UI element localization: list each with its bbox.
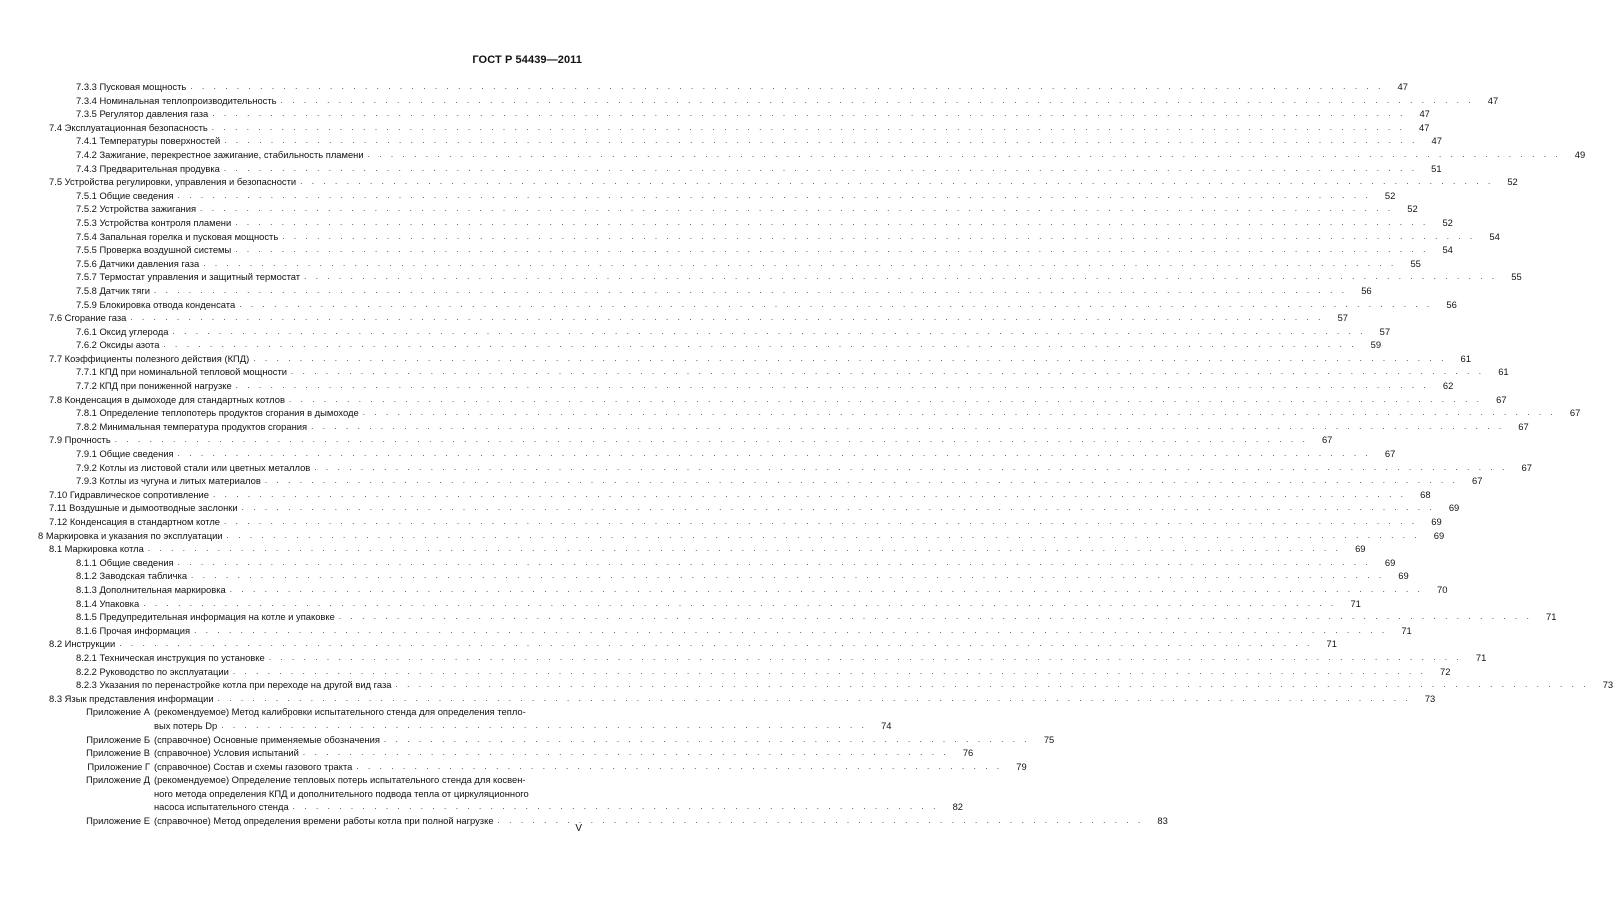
toc-entry-page: 67 bbox=[1569, 407, 1581, 419]
dot-leader bbox=[212, 121, 1406, 135]
appendix-label: Приложение Е bbox=[86, 815, 150, 827]
toc-entry[interactable] bbox=[38, 311, 1348, 325]
toc-entry[interactable] bbox=[38, 474, 1483, 488]
toc-entry[interactable] bbox=[38, 692, 1436, 706]
appendix-title bbox=[154, 760, 1027, 774]
dot-leader bbox=[143, 597, 1337, 611]
toc-entry[interactable] bbox=[38, 610, 1557, 624]
toc-entry-page: 52 bbox=[1507, 176, 1518, 188]
toc-entry[interactable] bbox=[38, 121, 1430, 135]
toc-entry[interactable] bbox=[38, 325, 1391, 339]
toc-entry-label: 8.1.2 Заводская табличка bbox=[76, 569, 191, 583]
toc-appendix[interactable] bbox=[38, 705, 892, 732]
dot-leader bbox=[368, 148, 1562, 162]
appendix-title bbox=[154, 705, 892, 732]
dot-leader bbox=[253, 352, 1447, 366]
dot-leader bbox=[213, 488, 1407, 502]
toc-entry[interactable] bbox=[38, 447, 1396, 461]
toc-entry-label: 8.1.5 Предупредительная информация на котле и упаковке bbox=[76, 610, 339, 624]
appendix-title-text: вых потерь Dp bbox=[154, 719, 218, 731]
appendix-title-text: (справочное) Состав и схемы газового тракта bbox=[154, 760, 353, 772]
dot-leader bbox=[154, 284, 1348, 298]
dot-leader bbox=[269, 651, 1463, 665]
toc-entry-page: 55 bbox=[1410, 257, 1421, 269]
toc-entry-page: 47 bbox=[1431, 135, 1442, 147]
dot-leader bbox=[200, 202, 1394, 216]
dot-leader bbox=[363, 406, 1557, 420]
toc-entry[interactable] bbox=[38, 257, 1421, 271]
toc-entry-page: 69 bbox=[1448, 502, 1460, 514]
toc-entry[interactable] bbox=[38, 284, 1372, 298]
toc-entry-page: 67 bbox=[1384, 448, 1396, 460]
dot-leader bbox=[217, 719, 867, 733]
dot-leader bbox=[314, 461, 1508, 475]
appendix-title-text: (справочное) Основные применяемые обозначения bbox=[154, 733, 380, 745]
appendix-title-text: насоса испытательного стенда bbox=[154, 801, 289, 813]
toc-entry[interactable] bbox=[38, 637, 1337, 651]
dot-leader bbox=[224, 162, 1418, 176]
dot-leader bbox=[203, 257, 1397, 271]
toc-entry[interactable] bbox=[38, 678, 1613, 692]
page-number: V bbox=[575, 823, 582, 834]
toc-entry[interactable] bbox=[38, 529, 1445, 543]
toc-entry-page: 52 bbox=[1384, 189, 1396, 201]
toc-entry[interactable] bbox=[38, 515, 1442, 529]
toc-entry-page: 51 bbox=[1431, 162, 1442, 174]
toc-entry-page: 56 bbox=[1361, 284, 1372, 296]
toc-entry[interactable] bbox=[38, 624, 1412, 638]
toc-entry-page: 68 bbox=[1420, 488, 1431, 500]
toc-entry-page: 54 bbox=[1489, 230, 1500, 242]
toc-entry-label: 8.1.4 Упаковка bbox=[76, 597, 143, 611]
document-header: ГОСТ Р 54439—2011 bbox=[472, 54, 582, 66]
dot-leader bbox=[494, 814, 1144, 828]
toc-entry-label: 8.1.6 Прочая информация bbox=[76, 624, 194, 638]
appendix-title-line bbox=[154, 800, 963, 814]
toc-entries bbox=[38, 80, 1613, 705]
toc-entry-page: 73 bbox=[1424, 692, 1436, 704]
toc-appendix[interactable] bbox=[38, 773, 963, 814]
toc-entry-page: 62 bbox=[1442, 380, 1454, 392]
appendix-page: 83 bbox=[1157, 815, 1168, 827]
dot-leader bbox=[178, 189, 1372, 203]
dot-leader bbox=[194, 624, 1388, 638]
toc-appendices bbox=[38, 705, 1168, 827]
dot-leader bbox=[304, 270, 1498, 284]
dot-leader bbox=[236, 379, 1430, 393]
dot-leader bbox=[130, 311, 1324, 325]
appendix-page: 75 bbox=[1043, 733, 1055, 745]
dot-leader bbox=[300, 175, 1494, 189]
toc-entry[interactable] bbox=[38, 270, 1522, 284]
toc-entry-page: 67 bbox=[1521, 461, 1532, 473]
toc-entry-page: 55 bbox=[1511, 271, 1522, 283]
dot-leader bbox=[148, 542, 1342, 556]
dot-leader bbox=[190, 80, 1384, 94]
toc-entry-label: 7.11 Воздушные и дымоотводные заслонки bbox=[49, 501, 242, 515]
toc-entry[interactable] bbox=[38, 134, 1442, 148]
appendix-page: 82 bbox=[952, 801, 963, 813]
toc-entry-label: 7.6.2 Оксиды азота bbox=[76, 338, 163, 352]
appendix-title-line bbox=[154, 787, 963, 801]
appendix-title-text: (справочное) Метод определения времени работы котла при полной нагрузке bbox=[154, 815, 494, 827]
toc-entry-label: 7.9.1 Общие сведения bbox=[76, 447, 178, 461]
toc-entry-page: 61 bbox=[1498, 366, 1509, 378]
toc-entry[interactable] bbox=[38, 365, 1509, 379]
toc-entry-page: 47 bbox=[1487, 94, 1499, 106]
appendix-label: Приложение В bbox=[86, 747, 150, 759]
toc-entry-page: 69 bbox=[1431, 516, 1442, 527]
appendix-title-line bbox=[154, 746, 973, 760]
toc-entry-page: 72 bbox=[1440, 665, 1451, 677]
toc-entry-page: 67 bbox=[1518, 420, 1529, 432]
toc-entry-label: 7.5.7 Термостат управления и защитный термостат bbox=[76, 270, 304, 284]
toc-entry[interactable] bbox=[38, 162, 1442, 176]
toc-entry[interactable] bbox=[38, 501, 1460, 515]
toc-entry-page: 69 bbox=[1355, 543, 1366, 555]
appendix-page: 74 bbox=[881, 719, 892, 731]
dot-leader bbox=[224, 134, 1418, 148]
toc-entry[interactable] bbox=[38, 461, 1532, 475]
toc-entry-label: 7.5 Устройства регулировки, управления и безопасности bbox=[49, 175, 300, 189]
toc-entry[interactable] bbox=[38, 556, 1396, 570]
toc-entry-label: 7.4.1 Температуры поверхностей bbox=[76, 134, 224, 148]
toc-entry-label: 7.5.1 Общие сведения bbox=[76, 189, 178, 203]
toc-entry-page: 49 bbox=[1574, 148, 1586, 160]
dot-leader bbox=[291, 365, 1485, 379]
toc-entry-label: 7.7.2 КПД при пониженной нагрузке bbox=[76, 379, 236, 393]
dot-leader bbox=[191, 569, 1385, 583]
toc-entry[interactable] bbox=[38, 107, 1430, 121]
appendix-title-line bbox=[154, 733, 1054, 747]
appendix-title-text: ного метода определения КПД и дополнительного подвода тепла от циркуляционного bbox=[154, 787, 529, 799]
toc-entry-page: 69 bbox=[1398, 570, 1409, 582]
toc-entry[interactable] bbox=[38, 243, 1453, 257]
toc-entry-label: 7.9 Прочность bbox=[49, 433, 115, 447]
toc-entry-page: 57 bbox=[1337, 312, 1348, 324]
toc-entry-label: 8.2 Инструкции bbox=[49, 637, 119, 651]
dot-leader bbox=[380, 733, 1030, 747]
appendix-title-line bbox=[154, 773, 963, 787]
dot-leader bbox=[119, 637, 1313, 651]
toc-entry-label: 7.10 Гидравлическое сопротивление bbox=[49, 488, 213, 502]
toc-entry-page: 67 bbox=[1496, 393, 1507, 405]
dot-leader bbox=[212, 107, 1406, 121]
toc-entry-page: 47 bbox=[1419, 121, 1430, 133]
toc-entry[interactable] bbox=[38, 148, 1586, 162]
toc-entry-label: 7.3.5 Регулятор давления газа bbox=[76, 107, 212, 121]
toc-entry[interactable] bbox=[38, 393, 1507, 407]
toc-entry-label: 8.2.1 Техническая инструкция по установке bbox=[76, 651, 269, 665]
toc-entry-page: 52 bbox=[1407, 203, 1418, 215]
toc-entry[interactable] bbox=[38, 189, 1396, 203]
toc-entry[interactable] bbox=[38, 298, 1457, 312]
toc-entry-page: 71 bbox=[1475, 651, 1487, 663]
dot-leader bbox=[172, 325, 1366, 339]
toc-entry-page: 56 bbox=[1446, 298, 1457, 310]
toc-entry-page: 57 bbox=[1379, 325, 1391, 337]
toc-entry[interactable] bbox=[38, 665, 1451, 679]
toc-entry-label: 8.1.3 Дополнительная маркировка bbox=[76, 583, 230, 597]
toc-entry[interactable] bbox=[38, 216, 1453, 230]
toc-entry-label: 7.5.9 Блокировка отвода конденсата bbox=[76, 298, 239, 312]
dot-leader bbox=[282, 230, 1476, 244]
dot-leader bbox=[235, 243, 1429, 257]
dot-leader bbox=[239, 298, 1433, 312]
toc-appendix[interactable] bbox=[38, 733, 1055, 747]
dot-leader bbox=[281, 94, 1475, 108]
dot-leader bbox=[311, 420, 1505, 434]
toc-entry-page: 54 bbox=[1442, 244, 1453, 256]
toc-entry-page: 71 bbox=[1326, 638, 1337, 650]
appendix-page: 79 bbox=[1016, 760, 1027, 772]
toc-entry-label: 7.6.1 Оксид углерода bbox=[76, 325, 172, 339]
toc-entry-label: 8.2.3 Указания по перенастройке котла при переходе на другой вид газа bbox=[76, 678, 395, 692]
dot-leader bbox=[289, 800, 939, 814]
toc-entry-label: 8.2.2 Руководство по эксплуатации bbox=[76, 665, 233, 679]
dot-leader bbox=[395, 678, 1589, 692]
toc-entry-label: 8.3 Язык представления информации bbox=[49, 692, 218, 706]
toc-entry[interactable] bbox=[38, 583, 1448, 597]
toc-entry-page: 52 bbox=[1442, 216, 1453, 228]
dot-leader bbox=[265, 474, 1459, 488]
toc-appendix[interactable] bbox=[38, 746, 974, 760]
dot-leader bbox=[178, 447, 1372, 461]
toc-entry-page: 47 bbox=[1419, 108, 1430, 120]
appendix-title-line bbox=[154, 705, 892, 719]
appendix-title-text: (справочное) Условия испытаний bbox=[154, 747, 299, 759]
toc-entry-page: 69 bbox=[1433, 529, 1445, 541]
appendix-title bbox=[154, 746, 973, 760]
toc-entry-page: 47 bbox=[1397, 81, 1408, 92]
appendix-label: Приложение Г bbox=[87, 760, 150, 772]
toc-entry[interactable] bbox=[38, 379, 1454, 393]
appendix-title bbox=[154, 733, 1054, 747]
toc-entry-page: 67 bbox=[1321, 434, 1333, 446]
toc-entry-label: 7.5.6 Датчики давления газа bbox=[76, 257, 203, 271]
toc-entry-page: 67 bbox=[1472, 475, 1483, 487]
toc-entry[interactable] bbox=[38, 597, 1361, 611]
appendix-title-line bbox=[154, 760, 1027, 774]
appendix-title-text: (рекомендуемое) Метод калибровки испытательного стенда для определения тепло- bbox=[154, 706, 526, 718]
toc-entry-label: 7.9.3 Котлы из чугуна и литых материалов bbox=[76, 474, 265, 488]
toc-entry[interactable] bbox=[38, 406, 1581, 420]
toc-entry-page: 71 bbox=[1546, 611, 1557, 623]
appendix-label: Приложение А bbox=[86, 706, 150, 718]
toc-entry[interactable] bbox=[38, 80, 1408, 94]
toc-entry-label: 7.9.2 Котлы из листовой стали или цветных металлов bbox=[76, 461, 314, 475]
toc-entry[interactable] bbox=[38, 230, 1500, 244]
dot-leader bbox=[115, 433, 1309, 447]
appendix-title bbox=[154, 773, 963, 814]
dot-leader bbox=[289, 393, 1483, 407]
toc-entry-label: 7.4.2 Зажигание, перекрестное зажигание, стабильность пламени bbox=[76, 148, 368, 162]
appendix-label: Приложение Б bbox=[86, 733, 150, 745]
toc-entry-page: 71 bbox=[1350, 597, 1361, 609]
toc-entry-label: 7.7.1 КПД при номинальной тепловой мощности bbox=[76, 365, 291, 379]
toc-entry-label: 7.3.4 Номинальная теплопроизводительность bbox=[76, 94, 281, 108]
dot-leader bbox=[224, 515, 1418, 529]
dot-leader bbox=[299, 746, 949, 760]
table-of-contents bbox=[38, 80, 1613, 828]
toc-entry-label: 7.5.5 Проверка воздушной системы bbox=[76, 243, 235, 257]
toc-entry-label: 8.1 Маркировка котла bbox=[49, 542, 148, 556]
appendix-title-text: (рекомендуемое) Определение тепловых потерь испытательного стенда для косвен- bbox=[154, 774, 526, 786]
toc-entry[interactable] bbox=[38, 352, 1471, 366]
appendix-title-line bbox=[154, 814, 1168, 828]
dot-leader bbox=[235, 216, 1429, 230]
dot-leader bbox=[242, 501, 1436, 515]
toc-entry-label: 7.6 Сгорание газа bbox=[49, 311, 130, 325]
toc-entry[interactable] bbox=[38, 433, 1333, 447]
toc-entry-label: 7.5.8 Датчик тяги bbox=[76, 284, 154, 298]
toc-entry[interactable] bbox=[38, 175, 1518, 189]
toc-entry-label: 8.1.1 Общие сведения bbox=[76, 556, 178, 570]
toc-entry-page: 71 bbox=[1401, 624, 1412, 636]
dot-leader bbox=[352, 760, 1002, 774]
toc-entry-label: 7.5.3 Устройства контроля пламени bbox=[76, 216, 235, 230]
toc-entry[interactable] bbox=[38, 338, 1382, 352]
toc-entry-label: 7.12 Конденсация в стандартном котле bbox=[49, 515, 224, 529]
dot-leader bbox=[163, 338, 1357, 352]
toc-entry-label: 7.5.2 Устройства зажигания bbox=[76, 202, 200, 216]
toc-entry-label: 7.4 Эксплуатационная безопасность bbox=[49, 121, 212, 135]
dot-leader bbox=[230, 583, 1424, 597]
toc-entry[interactable] bbox=[38, 569, 1409, 583]
toc-entry-page: 69 bbox=[1384, 556, 1396, 568]
dot-leader bbox=[233, 665, 1427, 679]
toc-entry-page: 61 bbox=[1460, 352, 1471, 364]
toc-entry-label: 7.5.4 Запальная горелка и пусковая мощность bbox=[76, 230, 282, 244]
dot-leader bbox=[339, 610, 1533, 624]
toc-entry[interactable] bbox=[38, 202, 1418, 216]
toc-entry-label: 7.8.1 Определение теплопотерь продуктов сгорания в дымоходе bbox=[76, 406, 363, 420]
toc-entry-page: 59 bbox=[1370, 339, 1382, 351]
toc-entry-label: 7.7 Коэффициенты полезного действия (КПД) bbox=[49, 352, 253, 366]
toc-entry[interactable] bbox=[38, 488, 1431, 502]
toc-entry-label: 7.4.3 Предварительная продувка bbox=[76, 162, 224, 176]
toc-entry-label: 7.8 Конденсация в дымоходе для стандартных котлов bbox=[49, 393, 289, 407]
toc-entry[interactable] bbox=[38, 651, 1487, 665]
toc-entry[interactable] bbox=[38, 542, 1366, 556]
toc-entry[interactable] bbox=[38, 420, 1529, 434]
appendix-title bbox=[154, 814, 1168, 828]
dot-leader bbox=[178, 556, 1372, 570]
toc-entry[interactable] bbox=[38, 94, 1499, 108]
appendix-label: Приложение Д bbox=[86, 774, 150, 786]
toc-entry-label: 7.3.3 Пусковая мощность bbox=[76, 80, 190, 94]
dot-leader bbox=[218, 692, 1412, 706]
toc-entry-label: 8 Маркировка и указания по эксплуатации bbox=[38, 529, 227, 543]
toc-entry-label: 7.8.2 Минимальная температура продуктов сгорания bbox=[76, 420, 311, 434]
toc-entry-page: 73 bbox=[1602, 679, 1613, 691]
toc-appendix[interactable] bbox=[38, 814, 1168, 828]
toc-entry-page: 70 bbox=[1436, 583, 1448, 595]
toc-appendix[interactable] bbox=[38, 760, 1027, 774]
appendix-page: 76 bbox=[962, 747, 974, 759]
dot-leader bbox=[227, 529, 1421, 543]
appendix-title-line bbox=[154, 719, 892, 733]
